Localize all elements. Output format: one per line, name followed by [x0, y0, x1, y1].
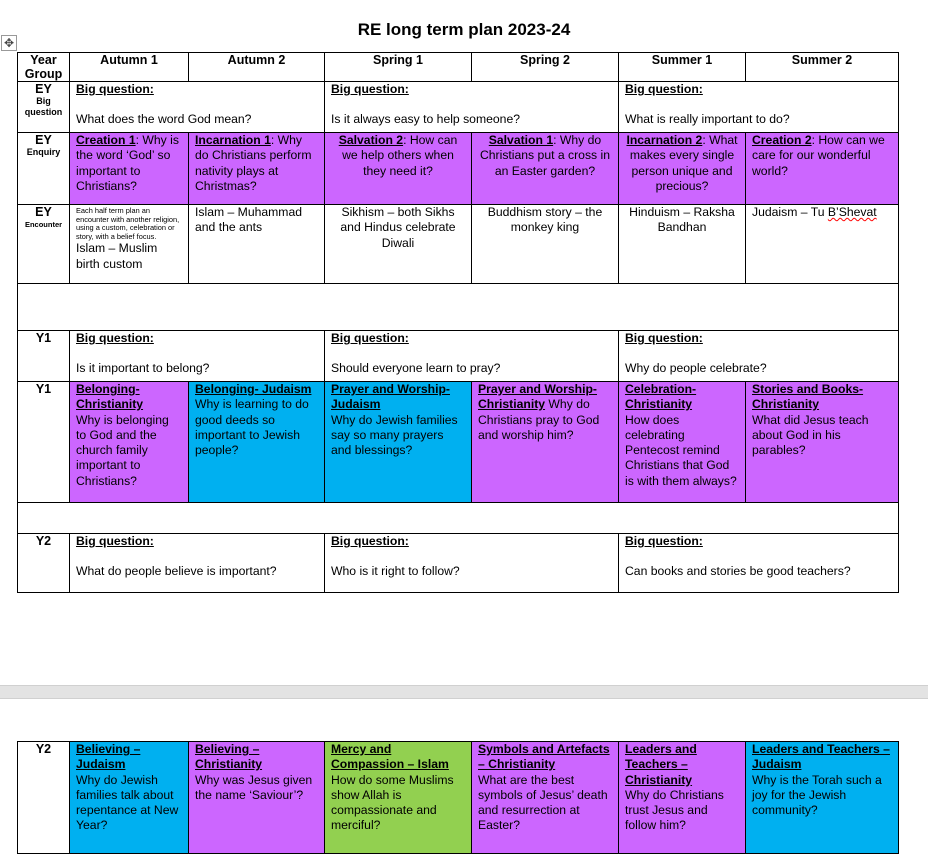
big-question-label: Big question:	[76, 534, 154, 548]
ey-summer-big-question: Big question: What is really important to do?	[619, 82, 899, 133]
header-autumn-2: Autumn 2	[189, 53, 325, 82]
ey-encounter-year-cell: EY Encounter	[18, 205, 70, 284]
header-spring-1: Spring 1	[325, 53, 472, 82]
ey-enquiry-autumn-2: Incarnation 1: Why do Christians perform nativity plays at Christmas?	[189, 133, 325, 205]
big-question-label: Big question:	[331, 331, 409, 345]
y2-spring-big-question: Big question: Who is it right to follow?	[325, 534, 619, 593]
y1-autumn-1: Belonging- Christianity Why is belonging to God and the church family important to Christians?	[70, 382, 189, 503]
re-plan-table	[17, 52, 899, 593]
big-question-label: Big question:	[76, 331, 154, 345]
header-spring-2: Spring 2	[472, 53, 619, 82]
ey-autumn-big-question: Big question: What does the word God mean?	[70, 82, 325, 133]
empty-spacer-cell	[18, 503, 899, 534]
ey-encounter-autumn-1: Each half term plan an encounter with another religion, using a custom, celebration or story, with a belief focus. Islam – Muslim birth custom	[70, 205, 189, 284]
big-question-label: Big question:	[625, 534, 703, 548]
big-question-label: Big question:	[331, 82, 409, 96]
y2-spring-1: Mercy and Compassion – Islam How do some Muslims show Allah is compassionate and merciful?	[325, 742, 472, 854]
spacer-row	[18, 503, 899, 534]
ey-encounter-autumn-2: Islam – Muhammad and the ants	[189, 205, 325, 284]
big-question-label: Big question:	[625, 331, 703, 345]
ey-enquiry-spring-1: Salvation 2: How can we help others when they need it?	[325, 133, 472, 205]
y2-summer-1: Leaders and Teachers – Christianity Why do Christians trust Jesus and follow him?	[619, 742, 746, 854]
ey-encounter-spring-2: Buddhism story – the monkey king	[472, 205, 619, 284]
y1-summer-1: Celebration- Christianity How does celebrating Pentecost remind Christians that God is with them always?	[619, 382, 746, 503]
document-title: RE long term plan 2023-24	[357, 20, 571, 39]
table-move-handle-icon[interactable]: ✥	[1, 35, 17, 51]
y1-year-cell: Y1	[18, 331, 70, 382]
ey-encounter-summer-2: Judaism – Tu B’Shevat	[746, 205, 899, 284]
spelling-flag: B’Shevat	[827, 205, 877, 219]
y2-autumn-2: Believing – Christianity Why was Jesus given the name ‘Saviour’?	[189, 742, 325, 854]
y1-spring-1: Prayer and Worship-Judaism Why do Jewish families say so many prayers and blessings?	[325, 382, 472, 503]
y1-big-question-row	[18, 331, 899, 382]
y1-spring-big-question: Big question: Should everyone learn to pray?	[325, 331, 619, 382]
encounter-note: Each half term plan an encounter with another religion, using a custom, celebration or story, with a belief focus.	[76, 206, 180, 241]
y2-year-cell: Y2	[18, 534, 70, 593]
big-question-label: Big question:	[76, 82, 154, 96]
big-question-label: Big question:	[625, 82, 703, 96]
ey-enquiry-spring-2: Salvation 1: Why do Christians put a cross in an Easter garden?	[472, 133, 619, 205]
header-autumn-1: Autumn 1	[70, 53, 189, 82]
y1-spring-2: Prayer and Worship- Christianity Why do Christians pray to God and worship him?	[472, 382, 619, 503]
empty-spacer-cell	[18, 284, 899, 331]
y2-summer-2: Leaders and Teachers – Judaism Why is the Torah such a joy for the Jewish community?	[746, 742, 899, 854]
y1-units-row	[18, 382, 899, 503]
ey-encounter-row	[18, 205, 899, 284]
header-summer-1: Summer 1	[619, 53, 746, 82]
page-break-gap	[0, 685, 928, 699]
ey-encounter-summer-1: Hinduism – Raksha Bandhan	[619, 205, 746, 284]
header-row	[18, 53, 899, 82]
ey-encounter-spring-1: Sikhism – both Sikhs and Hindus celebrate Diwali	[325, 205, 472, 284]
y1-units-year-cell: Y1	[18, 382, 70, 503]
y2-summer-big-question: Big question: Can books and stories be good teachers?	[619, 534, 899, 593]
header-year-group: Year Group	[18, 53, 70, 82]
y1-autumn-big-question: Big question: Is it important to belong?	[70, 331, 325, 382]
ey-spring-big-question: Big question: Is it always easy to help someone?	[325, 82, 619, 133]
y1-summer-2: Stories and Books- Christianity What did Jesus teach about God in his parables?	[746, 382, 899, 503]
ey-enquiry-autumn-1: Creation 1: Why is the word ‘God’ so important to Christians?	[70, 133, 189, 205]
ey-enquiry-year-cell: EY Enquiry	[18, 133, 70, 205]
y2-units-row	[18, 742, 899, 854]
ey-year-cell: EY Big question	[18, 82, 70, 133]
y2-units-year-cell: Y2	[18, 742, 70, 854]
re-plan-table-continued	[17, 741, 899, 854]
y2-autumn-big-question: Big question: What do people believe is important?	[70, 534, 325, 593]
y1-summer-big-question: Big question: Why do people celebrate?	[619, 331, 899, 382]
y1-autumn-2: Belonging- Judaism Why is learning to do good deeds so important to Jewish people?	[189, 382, 325, 503]
big-question-label: Big question:	[331, 534, 409, 548]
ey-big-question-row	[18, 82, 899, 133]
ey-enquiry-summer-1: Incarnation 2: What makes every single person unique and precious?	[619, 133, 746, 205]
header-summer-2: Summer 2	[746, 53, 899, 82]
y2-big-question-row	[18, 534, 899, 593]
ey-enquiry-summer-2: Creation 2: How can we care for our wonderful world?	[746, 133, 899, 205]
y2-spring-2: Symbols and Artefacts – Christianity What are the best symbols of Jesus’ death and resurrection at Easter?	[472, 742, 619, 854]
y2-autumn-1: Believing – Judaism Why do Jewish families talk about repentance at New Year?	[70, 742, 189, 854]
ey-enquiry-row	[18, 133, 899, 205]
spacer-row	[18, 284, 899, 331]
